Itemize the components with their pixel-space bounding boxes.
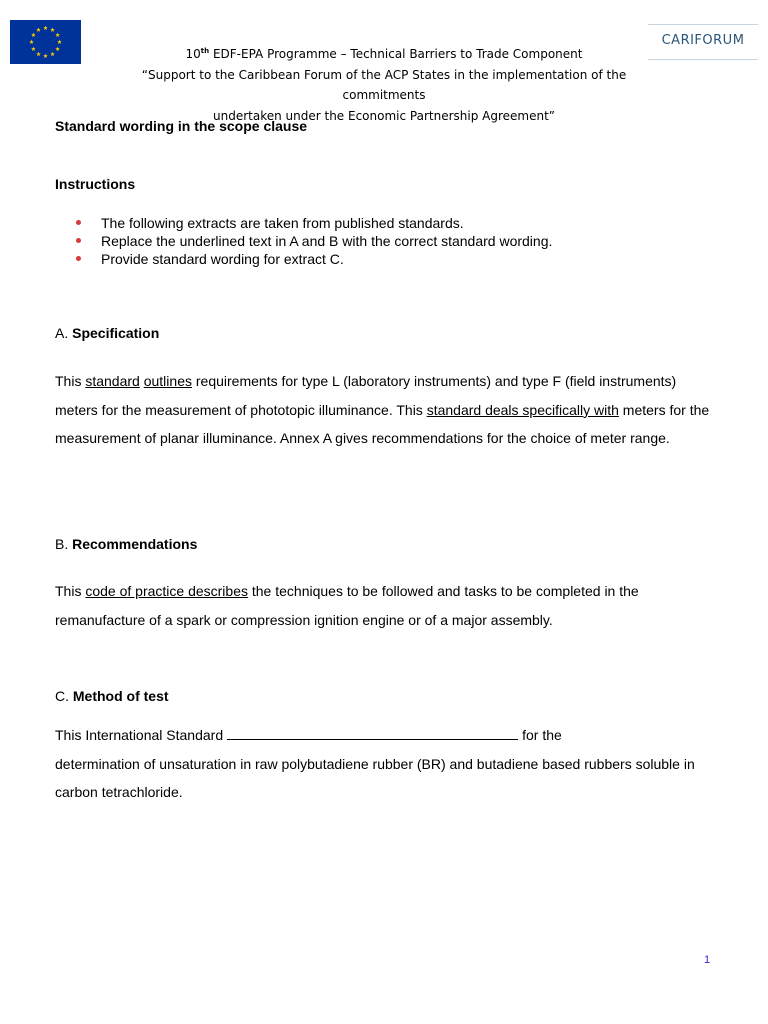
text: meters for the measurement of planar illuminance. Annex A gives recommendations for the choice of meter range. bbox=[55, 401, 710, 447]
header-line-3: undertaken under the Economic Partnership Agreement” bbox=[213, 108, 555, 123]
star-icon bbox=[36, 27, 41, 31]
instruction-text: Provide standard wording for extract C. bbox=[101, 251, 344, 267]
programme-header bbox=[100, 44, 668, 126]
star-icon bbox=[50, 27, 55, 31]
section-a-heading bbox=[55, 325, 715, 341]
instructions-heading: Instructions bbox=[55, 176, 136, 192]
section-title: Specification bbox=[72, 325, 160, 341]
header-programme: EDF-EPA Programme – Technical Barriers to Trade Component bbox=[209, 47, 583, 61]
header-line-2: “Support to the Caribbean Forum of the ACP States in the implementation of the commitments bbox=[141, 67, 627, 102]
section-a-paragraph bbox=[55, 367, 715, 453]
instruction-text: The following extracts are taken from published standards. bbox=[101, 215, 464, 231]
cariforum-logo-text: CARIFORUM bbox=[661, 33, 745, 48]
section-title: Recommendations bbox=[72, 536, 198, 552]
text: This bbox=[55, 373, 86, 389]
bullet-icon bbox=[76, 220, 81, 225]
instruction-text: Replace the underlined text in A and B with the correct standard wording. bbox=[101, 233, 553, 249]
underlined-text: standard deals specifically with bbox=[426, 401, 619, 418]
section-title: Method of test bbox=[72, 688, 169, 704]
instruction-item bbox=[55, 232, 715, 250]
star-icon bbox=[50, 52, 55, 56]
section-letter: A. bbox=[55, 325, 69, 341]
eu-stars bbox=[10, 20, 81, 64]
underlined-text: outlines bbox=[143, 373, 192, 389]
star-icon bbox=[55, 47, 60, 51]
star-icon bbox=[43, 26, 48, 30]
header-number: 10 bbox=[185, 47, 201, 61]
star-icon bbox=[43, 54, 48, 58]
star-icon bbox=[55, 33, 60, 37]
star-icon bbox=[57, 40, 62, 44]
instruction-item bbox=[55, 250, 715, 268]
section-c-paragraph bbox=[55, 721, 715, 807]
section-c-heading bbox=[55, 688, 715, 704]
header-line-1 bbox=[100, 44, 668, 65]
star-icon bbox=[36, 52, 41, 56]
instructions-list bbox=[55, 214, 715, 268]
section-letter: B. bbox=[55, 536, 69, 552]
underlined-text: code of practice describes bbox=[85, 583, 248, 599]
star-icon bbox=[31, 33, 36, 37]
text: This International Standard bbox=[55, 727, 224, 743]
text: for the bbox=[522, 727, 562, 743]
star-icon bbox=[29, 40, 34, 44]
eu-flag-icon bbox=[10, 20, 81, 64]
section-c-line-1 bbox=[55, 721, 715, 750]
header-superscript: th bbox=[200, 47, 210, 55]
section-letter: C. bbox=[55, 688, 69, 704]
section-b-paragraph bbox=[55, 577, 715, 634]
bullet-icon bbox=[76, 238, 81, 243]
answer-blank bbox=[227, 727, 518, 740]
text: requirements for type L (laboratory instruments) and type F (field instruments) meters for the measurement of phototopic illuminance. This bbox=[55, 373, 677, 418]
document-title: Standard wording in the scope clause bbox=[55, 118, 308, 134]
bullet-icon bbox=[76, 256, 81, 261]
text: the techniques to be followed and tasks to be completed in the remanufacture of a spark or compression ignition engine or of a major assembly. bbox=[55, 583, 639, 628]
underlined-text: standard bbox=[85, 373, 140, 389]
text: This bbox=[55, 583, 86, 599]
instruction-item bbox=[55, 214, 715, 232]
section-c-line-2: determination of unsaturation in raw polybutadiene rubber (BR) and butadiene based rubbers soluble in carbon tetrachloride. bbox=[55, 755, 695, 801]
section-b-heading bbox=[55, 536, 715, 552]
page-number: 1 bbox=[704, 954, 711, 966]
star-icon bbox=[31, 47, 36, 51]
